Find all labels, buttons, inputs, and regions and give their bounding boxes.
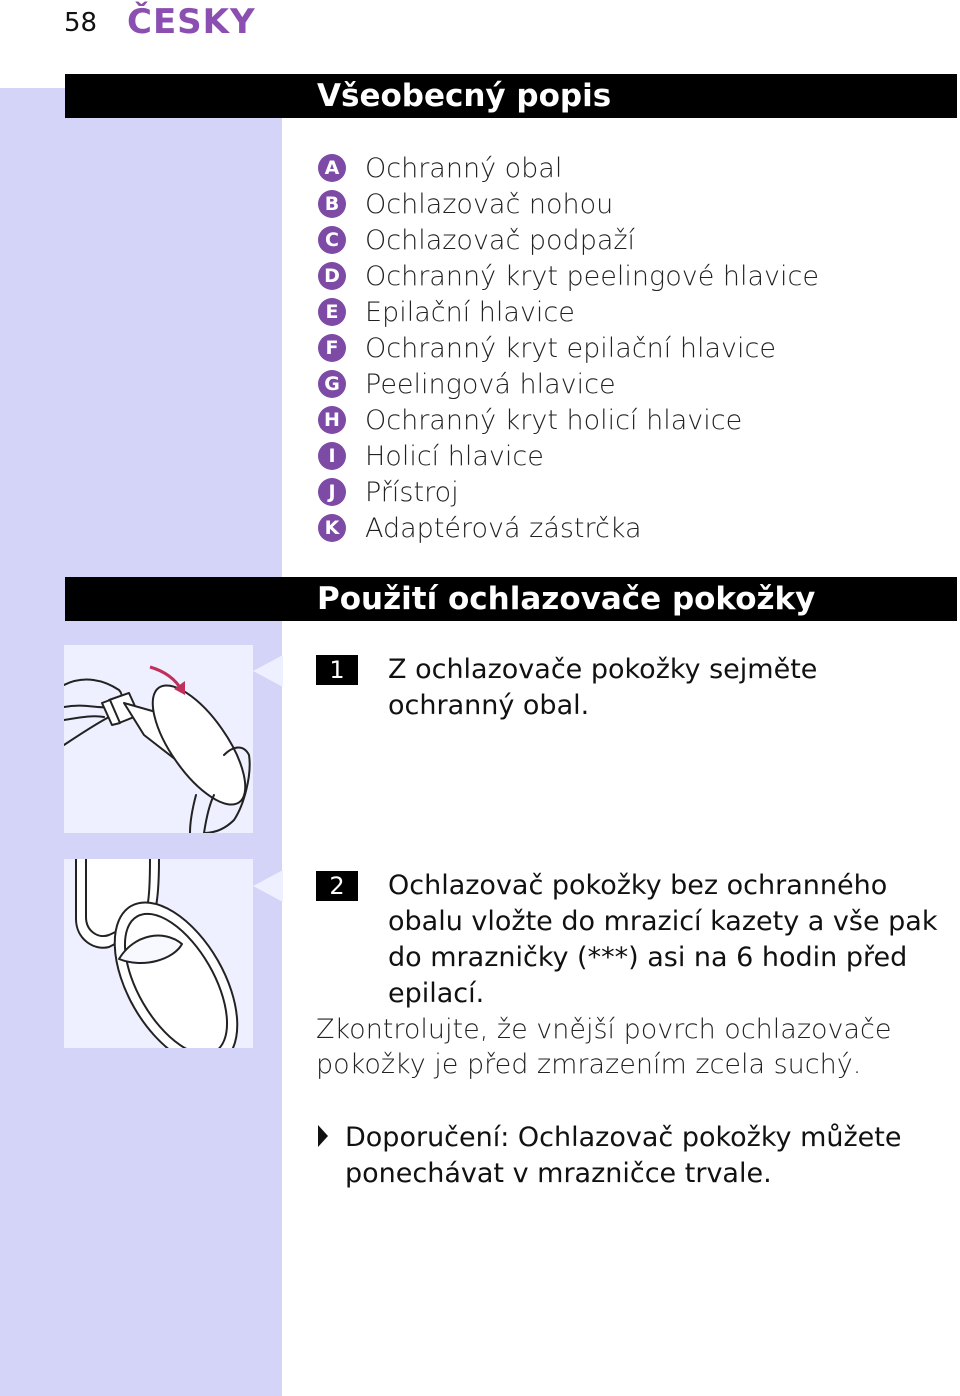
list-item <box>318 186 819 222</box>
list-item <box>318 474 819 510</box>
part-label: Holicí hlavice <box>365 440 544 472</box>
freezer-cassette-drawing <box>64 859 253 1048</box>
list-item <box>318 258 819 294</box>
list-item <box>318 402 819 438</box>
step-text-2: Ochlazovač pokožky bez ochranného obalu vložte do mrazicí kazety a vše pak do mrazničky (***) asi na 6 hodin před epilací. <box>388 870 938 1009</box>
step-text-1: Z ochlazovače pokožky sejměte ochranný obal. <box>388 654 818 721</box>
section-bar-overview <box>65 74 957 118</box>
list-item <box>318 510 819 546</box>
list-item <box>318 438 819 474</box>
list-item <box>318 222 819 258</box>
tip-bullet-icon <box>316 1123 330 1149</box>
letter-badge: B <box>318 190 346 218</box>
part-label: Přístroj <box>365 476 459 508</box>
part-label: Ochranný kryt epilační hlavice <box>365 332 776 364</box>
tip-text: Doporučení: Ochlazovač pokožky můžete ponechávat v mrazničce trvale. <box>345 1122 902 1189</box>
section-title-usage: Použití ochlazovače pokožky <box>317 581 816 617</box>
letter-badge: D <box>318 262 346 290</box>
illustration-pointer <box>253 870 283 902</box>
illustration-freezer-cassette <box>64 859 253 1048</box>
letter-badge: A <box>318 154 346 182</box>
part-label: Ochlazovač nohou <box>365 188 614 220</box>
step-number-1: 1 <box>316 655 358 685</box>
note-text: Zkontrolujte, že vnější povrch ochlazovače pokožky je před zmrazením zcela suchý. <box>316 1014 892 1080</box>
step-number-2: 2 <box>316 871 358 901</box>
list-item <box>318 294 819 330</box>
list-item <box>318 366 819 402</box>
letter-badge: F <box>318 334 346 362</box>
part-label: Ochranný kryt holicí hlavice <box>365 404 743 436</box>
list-item <box>318 150 819 186</box>
letter-badge: E <box>318 298 346 326</box>
part-label: Peelingová hlavice <box>365 368 616 400</box>
letter-badge: C <box>318 226 346 254</box>
part-label: Epilační hlavice <box>365 296 575 328</box>
part-label: Ochranný obal <box>365 152 563 184</box>
section-title-overview: Všeobecný popis <box>317 78 612 114</box>
part-label: Adaptérová zástrčka <box>365 512 642 544</box>
language-heading: ČESKY <box>127 2 256 42</box>
letter-badge: J <box>318 478 346 506</box>
part-label: Ochranný kryt peelingové hlavice <box>365 260 819 292</box>
letter-badge: I <box>318 442 346 470</box>
remove-cover-drawing <box>64 645 253 833</box>
parts-list <box>318 150 819 546</box>
illustration-remove-cover <box>64 645 253 833</box>
section-bar-usage <box>65 577 957 621</box>
letter-badge: G <box>318 370 346 398</box>
part-label: Ochlazovač podpaží <box>365 224 636 256</box>
list-item <box>318 330 819 366</box>
page-number: 58 <box>64 8 98 38</box>
illustration-pointer <box>253 655 283 687</box>
letter-badge: K <box>318 514 346 542</box>
letter-badge: H <box>318 406 346 434</box>
